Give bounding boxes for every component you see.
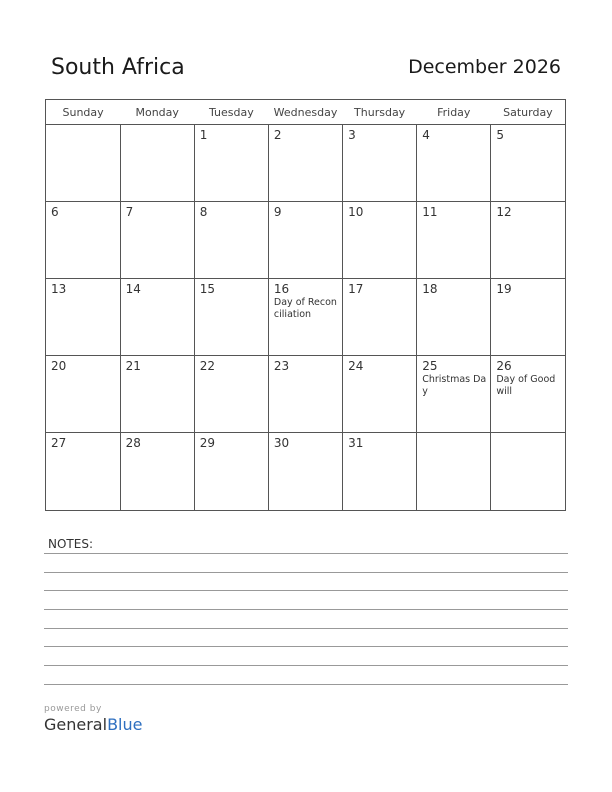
day-cell <box>491 125 565 202</box>
day-cell <box>491 279 565 356</box>
day-cell <box>120 356 194 433</box>
day-cell <box>417 279 491 356</box>
note-line <box>44 665 568 666</box>
brand-name-blue: Blue <box>107 715 143 734</box>
day-number: 14 <box>125 282 141 297</box>
day-cell <box>268 202 342 279</box>
note-line <box>44 572 568 573</box>
day-cell <box>120 433 194 510</box>
day-number: 31 <box>348 436 364 451</box>
day-number: 13 <box>51 282 67 297</box>
day-cell <box>46 433 120 510</box>
day-number: 24 <box>348 359 364 374</box>
day-cell <box>46 125 120 202</box>
day-number: 19 <box>496 282 512 297</box>
holiday-label: Day of Reconciliation <box>273 297 337 321</box>
day-cell <box>194 202 268 279</box>
week-row <box>46 356 565 433</box>
day-cell <box>343 356 417 433</box>
week-row <box>46 433 565 510</box>
day-cell <box>491 202 565 279</box>
brand-logo <box>44 704 142 734</box>
day-cell <box>194 356 268 433</box>
day-cell <box>46 202 120 279</box>
day-number: 30 <box>273 436 290 451</box>
day-number: 20 <box>51 359 67 374</box>
weekday-thursday: Thursday <box>343 100 417 125</box>
weekday-friday: Friday <box>417 100 491 125</box>
note-line <box>44 684 568 685</box>
day-number: 6 <box>51 205 59 220</box>
day-cell <box>268 125 342 202</box>
note-line <box>44 646 568 647</box>
day-cell <box>343 202 417 279</box>
day-number: 16 <box>273 282 290 297</box>
day-number: 22 <box>199 359 216 374</box>
day-number: 28 <box>125 436 141 451</box>
day-cell <box>268 356 342 433</box>
day-number: 7 <box>125 205 134 220</box>
month-year-title: December 2026 <box>408 56 561 78</box>
week-row <box>46 125 565 202</box>
day-cell <box>194 279 268 356</box>
day-number: 4 <box>422 128 430 142</box>
weekday-saturday: Saturday <box>491 100 565 125</box>
day-number: 10 <box>348 205 364 220</box>
day-cell <box>417 356 491 433</box>
day-number: 23 <box>273 359 290 374</box>
day-number: 11 <box>422 205 438 220</box>
brand-name-general: General <box>44 715 108 734</box>
holiday-label: Day of Goodwill <box>496 374 556 398</box>
day-number: 27 <box>51 436 67 451</box>
day-number: 5 <box>496 128 504 142</box>
weekday-tuesday: Tuesday <box>194 100 268 125</box>
day-number: 9 <box>273 205 282 220</box>
week-row <box>46 279 565 356</box>
day-number: 26 <box>496 359 512 374</box>
day-cell <box>491 433 565 510</box>
day-number: 8 <box>199 205 208 220</box>
day-cell <box>343 279 417 356</box>
day-number: 29 <box>199 436 216 451</box>
day-cell <box>194 433 268 510</box>
day-cell <box>120 202 194 279</box>
day-number: 18 <box>422 282 438 297</box>
day-number: 2 <box>273 128 282 142</box>
weekday-header-row <box>46 100 565 125</box>
day-cell <box>46 279 120 356</box>
calendar-grid <box>45 99 566 511</box>
day-cell <box>417 202 491 279</box>
brand-name <box>44 715 142 734</box>
day-number: 25 <box>422 359 438 374</box>
day-cell <box>268 433 342 510</box>
day-number: 1 <box>199 128 208 142</box>
weekday-sunday: Sunday <box>46 100 120 125</box>
day-number: 15 <box>199 282 216 297</box>
day-number: 17 <box>348 282 364 297</box>
weekday-wednesday: Wednesday <box>268 100 342 125</box>
day-cell <box>120 125 194 202</box>
day-number: 12 <box>496 205 512 220</box>
day-cell <box>343 125 417 202</box>
note-line <box>44 628 568 629</box>
day-cell <box>268 279 342 356</box>
day-cell <box>120 279 194 356</box>
day-cell <box>194 125 268 202</box>
note-line <box>44 553 568 554</box>
holiday-label: Christmas Day <box>422 374 487 398</box>
weekday-monday: Monday <box>120 100 194 125</box>
day-cell <box>46 356 120 433</box>
note-line <box>44 609 568 610</box>
notes-label: NOTES: <box>48 537 93 551</box>
day-cell <box>343 433 417 510</box>
day-number: 21 <box>125 359 141 374</box>
powered-by-text: powered by <box>44 704 102 714</box>
day-number: 3 <box>348 128 356 142</box>
note-line <box>44 590 568 591</box>
country-title: South Africa <box>51 55 185 80</box>
week-row <box>46 202 565 279</box>
day-cell <box>491 356 565 433</box>
day-cell <box>417 433 491 510</box>
day-cell <box>417 125 491 202</box>
